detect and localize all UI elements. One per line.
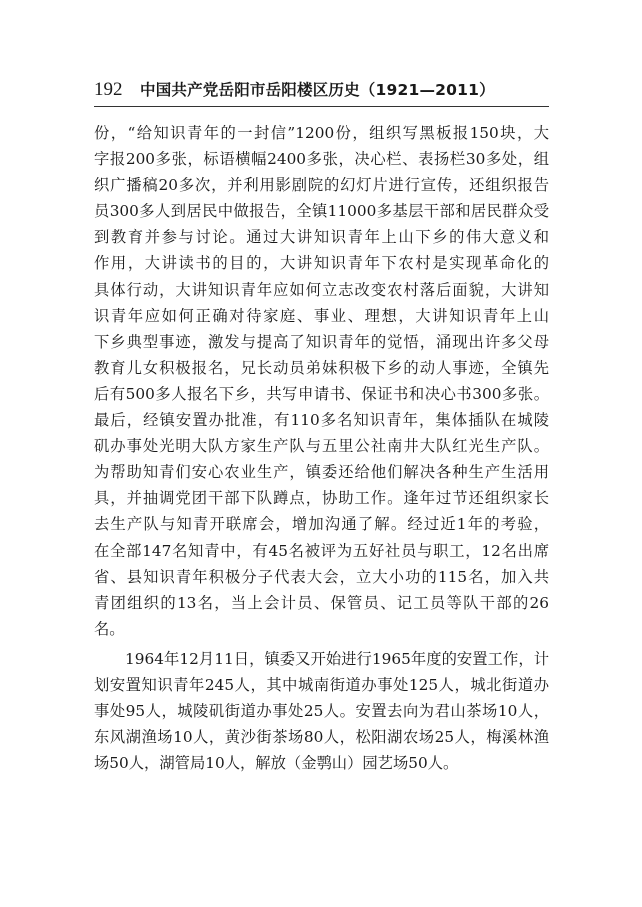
- paragraph-1: [94, 120, 549, 642]
- page-header: [94, 78, 548, 104]
- text-line: 为帮助知青们安心农业生产，镇委还给他们解决各种生产生活用: [94, 463, 549, 482]
- page-number: 192: [94, 79, 123, 100]
- text-line: 东风湖渔场10人，黄沙街茶场80人，松阳湖农场25人，梅溪林渔: [94, 728, 549, 747]
- paragraph-2: [94, 646, 549, 776]
- text-line: 划安置知识青年245人，其中城南街道办事处125人，城北街道办: [94, 675, 549, 694]
- text-line: 后有500多人报名下乡，共写申请书、保证书和决心书300多张。: [94, 384, 549, 403]
- text-line: 员300多人到居民中做报告，全镇11000多基层干部和居民群众受: [94, 202, 549, 221]
- body-text: [94, 120, 549, 776]
- text-line: 具，并抽调党团干部下队蹲点，协助工作。逢年过节还组织家长: [94, 489, 549, 508]
- text-line: 字报200多张，标语横幅2400多张，决心栏、表扬栏30多处，组: [94, 150, 549, 169]
- text-line: 去生产队与知青开联席会，增加沟通了解。经过近1年的考验，: [94, 515, 549, 534]
- text-line: 份，“给知识青年的一封信”1200份，组织写黑板报150块，大: [94, 124, 549, 142]
- text-line: 矶办事处光明大队方家生产队与五里公社南井大队红光生产队。: [94, 437, 549, 456]
- text-line: 场50人，湖管局10人，解放（金鹗山）园艺场50人。: [94, 754, 459, 773]
- text-line: 具体行动，大讲知识青年应如何立志改变农村落后面貌，大讲知: [94, 280, 549, 299]
- text-line: 最后，经镇安置办批准，有110多名知识青年，集体插队在城陵: [94, 411, 549, 430]
- text-line: 青团组织的13名，当上会计员、保管员、记工员等队干部的26: [94, 593, 549, 612]
- text-line: 到教育并参与讨论。通过大讲知识青年上山下乡的伟大意义和: [94, 228, 549, 247]
- text-line: 作用，大讲读书的目的，大讲知识青年下农村是实现革命化的: [94, 254, 549, 273]
- text-line: 名。: [94, 619, 125, 638]
- text-line: 1964年12月11日，镇委又开始进行1965年度的安置工作，计: [125, 649, 549, 668]
- text-line: 教育儿女积极报名，兄长动员弟妹积极下乡的动人事迹，全镇先: [94, 358, 549, 377]
- text-line: 织广播稿20多次，并利用影剧院的幻灯片进行宣传，还组织报告: [94, 176, 549, 195]
- text-line: 事处95人，城陵矶街道办事处25人。安置去向为君山茶场10人，: [94, 702, 549, 721]
- running-title: 中国共产党岳阳市岳阳楼区历史（1921—2011）: [140, 81, 495, 99]
- text-line: 识青年应如何正确对待家庭、事业、理想，大讲知识青年上山: [94, 306, 549, 325]
- text-line: 省、县知识青年积极分子代表大会，立大小功的115名，加入共: [94, 567, 549, 586]
- text-line: 在全部147名知青中，有45名被评为五好社员与职工，12名出席: [94, 541, 549, 560]
- header-rule: [94, 106, 549, 107]
- text-line: 下乡典型事迹，激发与提高了知识青年的觉悟，涌现出许多父母: [94, 332, 549, 351]
